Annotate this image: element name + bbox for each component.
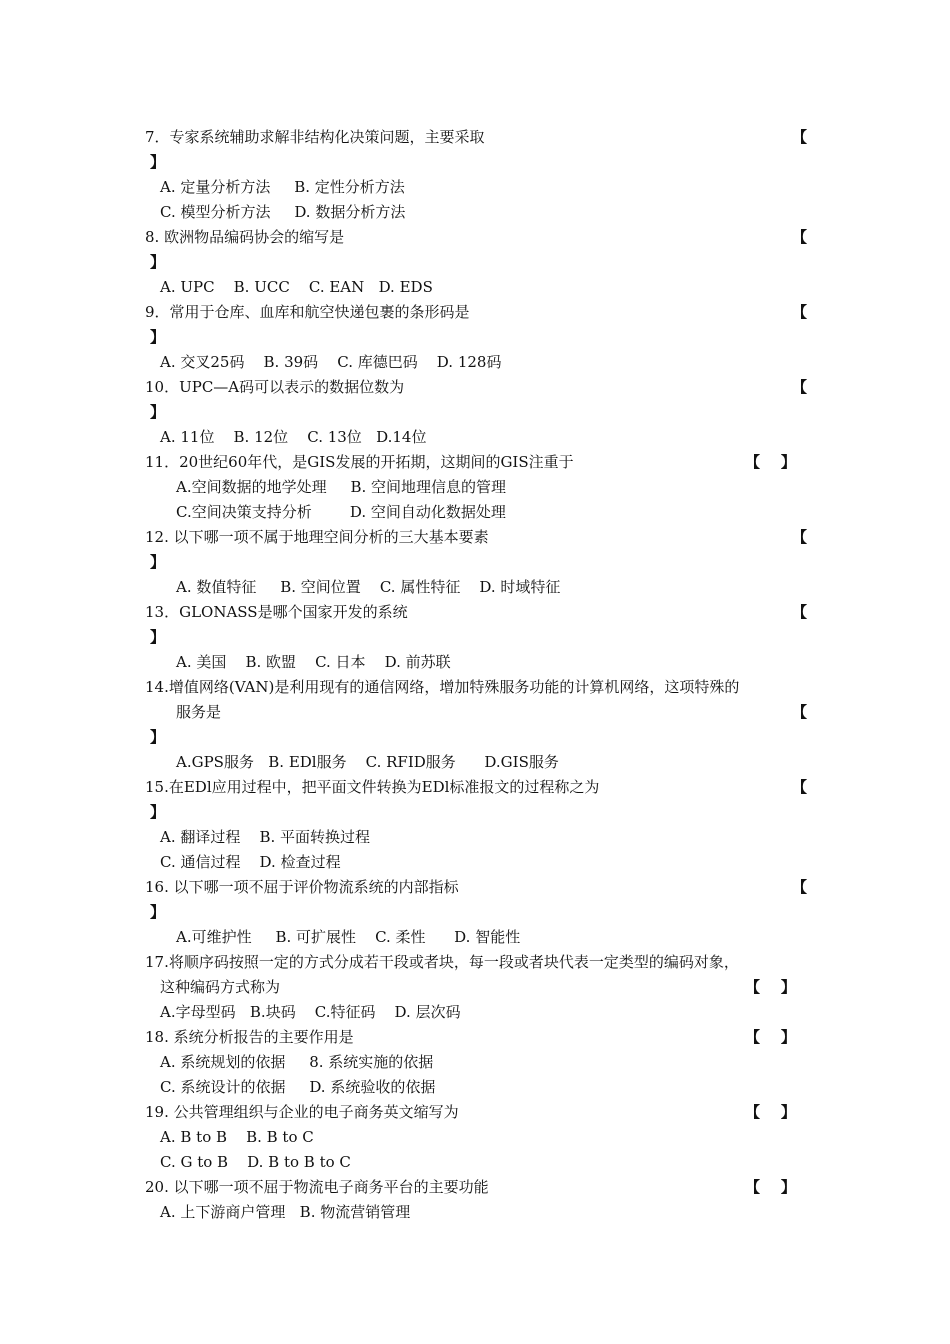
text-line — [0, 1125, 950, 1150]
text-segment: A. 系统规划的依据 8. 系统实施的依据 — [160, 1053, 434, 1071]
text-segment: A. B to B B. B to C — [160, 1128, 314, 1146]
text-segment: 这种编码方式称为 — [160, 978, 281, 996]
text-line — [0, 225, 950, 250]
answer-bracket: 【 — [792, 778, 808, 796]
text-segment: 15.在EDl应用过程中，把平面文件转换为EDl标准报文的过程称之为 — [145, 778, 600, 796]
text-line — [0, 1150, 950, 1175]
text-line — [0, 675, 950, 700]
text-line — [0, 725, 950, 750]
text-line — [0, 800, 950, 825]
text-line — [0, 200, 950, 225]
text-segment: 11．20世纪60年代，是GIS发展的开拓期，这期间的GIS注重于 — [145, 453, 574, 471]
text-line — [0, 1175, 950, 1200]
answer-bracket: 】 — [150, 153, 166, 171]
answer-bracket: 【 — [792, 303, 808, 321]
text-line — [0, 1050, 950, 1075]
text-line — [0, 600, 950, 625]
text-line — [0, 525, 950, 550]
text-line — [0, 950, 950, 975]
answer-bracket: 【 — [792, 703, 808, 721]
answer-bracket: 】 — [150, 803, 166, 821]
text-line — [0, 750, 950, 775]
text-line — [0, 775, 950, 800]
text-segment: A.GPS服务 B. EDl服务 C. RFID服务 D.GIS服务 — [176, 753, 559, 771]
text-line — [0, 700, 950, 725]
text-line — [0, 350, 950, 375]
answer-bracket: 【 】 — [745, 453, 796, 471]
text-line — [0, 1200, 950, 1225]
text-line — [0, 575, 950, 600]
text-line — [0, 1025, 950, 1050]
text-line — [0, 125, 950, 150]
answer-bracket: 【 — [792, 378, 808, 396]
text-line — [0, 900, 950, 925]
text-line — [0, 375, 950, 400]
answer-bracket: 】 — [150, 728, 166, 746]
text-line — [0, 475, 950, 500]
text-line — [0, 500, 950, 525]
text-segment: 17.将顺序码按照一定的方式分成若干段或者块，每一段或者块代表一定类型的编码对象， — [145, 953, 739, 971]
text-segment: 19. 公共管理组织与企业的电子商务英文缩写为 — [145, 1103, 459, 1121]
text-segment: C. 系统设计的依据 D. 系统验收的依据 — [160, 1078, 436, 1096]
text-line — [0, 825, 950, 850]
answer-bracket: 】 — [150, 628, 166, 646]
answer-bracket: 【 — [792, 528, 808, 546]
text-line — [0, 975, 950, 1000]
text-segment: C.空间决策支持分析 D. 空间自动化数据处理 — [176, 503, 506, 521]
text-segment: A.字母型码 B.块码 C.特征码 D. 层次码 — [160, 1003, 461, 1021]
text-line — [0, 175, 950, 200]
text-line — [0, 275, 950, 300]
text-line — [0, 250, 950, 275]
text-line — [0, 625, 950, 650]
text-segment: 9．常用于仓库、血库和航空快递包裹的条形码是 — [145, 303, 470, 321]
answer-bracket: 】 — [150, 903, 166, 921]
answer-bracket: 【 】 — [745, 978, 796, 996]
answer-bracket: 【 】 — [745, 1103, 796, 1121]
text-line — [0, 1075, 950, 1100]
answer-bracket: 【 】 — [745, 1028, 796, 1046]
text-line — [0, 1100, 950, 1125]
text-line — [0, 325, 950, 350]
answer-bracket: 【 — [792, 228, 808, 246]
answer-bracket: 【 — [792, 603, 808, 621]
text-line — [0, 150, 950, 175]
text-line — [0, 850, 950, 875]
text-line — [0, 425, 950, 450]
text-segment: 16. 以下哪一项不屈于评价物流系统的内部指标 — [145, 878, 459, 896]
answer-bracket: 【 — [792, 878, 808, 896]
text-segment: A. 翻译过程 B. 平面转换过程 — [160, 828, 371, 846]
answer-bracket: 】 — [150, 253, 166, 271]
text-segment: A. 交叉25码 B. 39码 C. 库德巴码 D. 128码 — [160, 353, 502, 371]
answer-bracket: 】 — [150, 328, 166, 346]
text-line — [0, 300, 950, 325]
answer-bracket: 】 — [150, 553, 166, 571]
text-line — [0, 550, 950, 575]
text-segment: 20. 以下哪一项不屈于物流电子商务平台的主要功能 — [145, 1178, 489, 1196]
text-segment: 服务是 — [176, 703, 222, 721]
text-segment: A.空间数据的地学处理 B. 空间地理信息的管理 — [176, 478, 507, 496]
text-line — [0, 450, 950, 475]
text-segment: A. 上下游商户管理 B. 物流营销管理 — [160, 1203, 411, 1221]
text-segment: A. 数值特征 B. 空间位置 C. 属性特征 D. 时域特征 — [176, 578, 561, 596]
text-segment: C. 通信过程 D. 检查过程 — [160, 853, 341, 871]
text-segment: A. 定量分析方法 B. 定性分析方法 — [160, 178, 405, 196]
text-line — [0, 925, 950, 950]
text-segment: C. G to B D. B to B to C — [160, 1153, 351, 1171]
text-line — [0, 400, 950, 425]
answer-bracket: 】 — [150, 403, 166, 421]
text-segment: 10．UPC—A码可以表示的数据位数为 — [145, 378, 405, 396]
answer-bracket: 【 】 — [745, 1178, 796, 1196]
text-segment: 18. 系统分析报告的主要作用是 — [145, 1028, 354, 1046]
text-line — [0, 1000, 950, 1025]
text-segment: 13．GLONASS是哪个国家开发的系统 — [145, 603, 408, 621]
text-segment: 14.增值网络(VAN)是利用现有的通信网络，增加特殊服务功能的计算机网络，这项特殊的 — [145, 678, 740, 696]
text-segment: A. 美国 B. 欧盟 C. 日本 D. 前苏联 — [176, 653, 451, 671]
text-segment: C. 模型分析方法 D. 数据分析方法 — [160, 203, 406, 221]
text-segment: 7．专家系统辅助求解非结构化决策问题，主要采取 — [145, 128, 485, 146]
text-line — [0, 875, 950, 900]
text-segment: 8. 欧洲物品编码协会的缩写是 — [145, 228, 345, 246]
text-line — [0, 650, 950, 675]
text-segment: A. 11位 B. 12位 C. 13位 D.14位 — [160, 428, 427, 446]
text-segment: A.可维护性 B. 可扩展性 C. 柔性 D. 智能性 — [176, 928, 521, 946]
text-segment: A. UPC B. UCC C. EAN D. EDS — [160, 278, 433, 296]
text-segment: 12. 以下哪一项不属于地理空间分析的三大基本要素 — [145, 528, 489, 546]
answer-bracket: 【 — [792, 128, 808, 146]
